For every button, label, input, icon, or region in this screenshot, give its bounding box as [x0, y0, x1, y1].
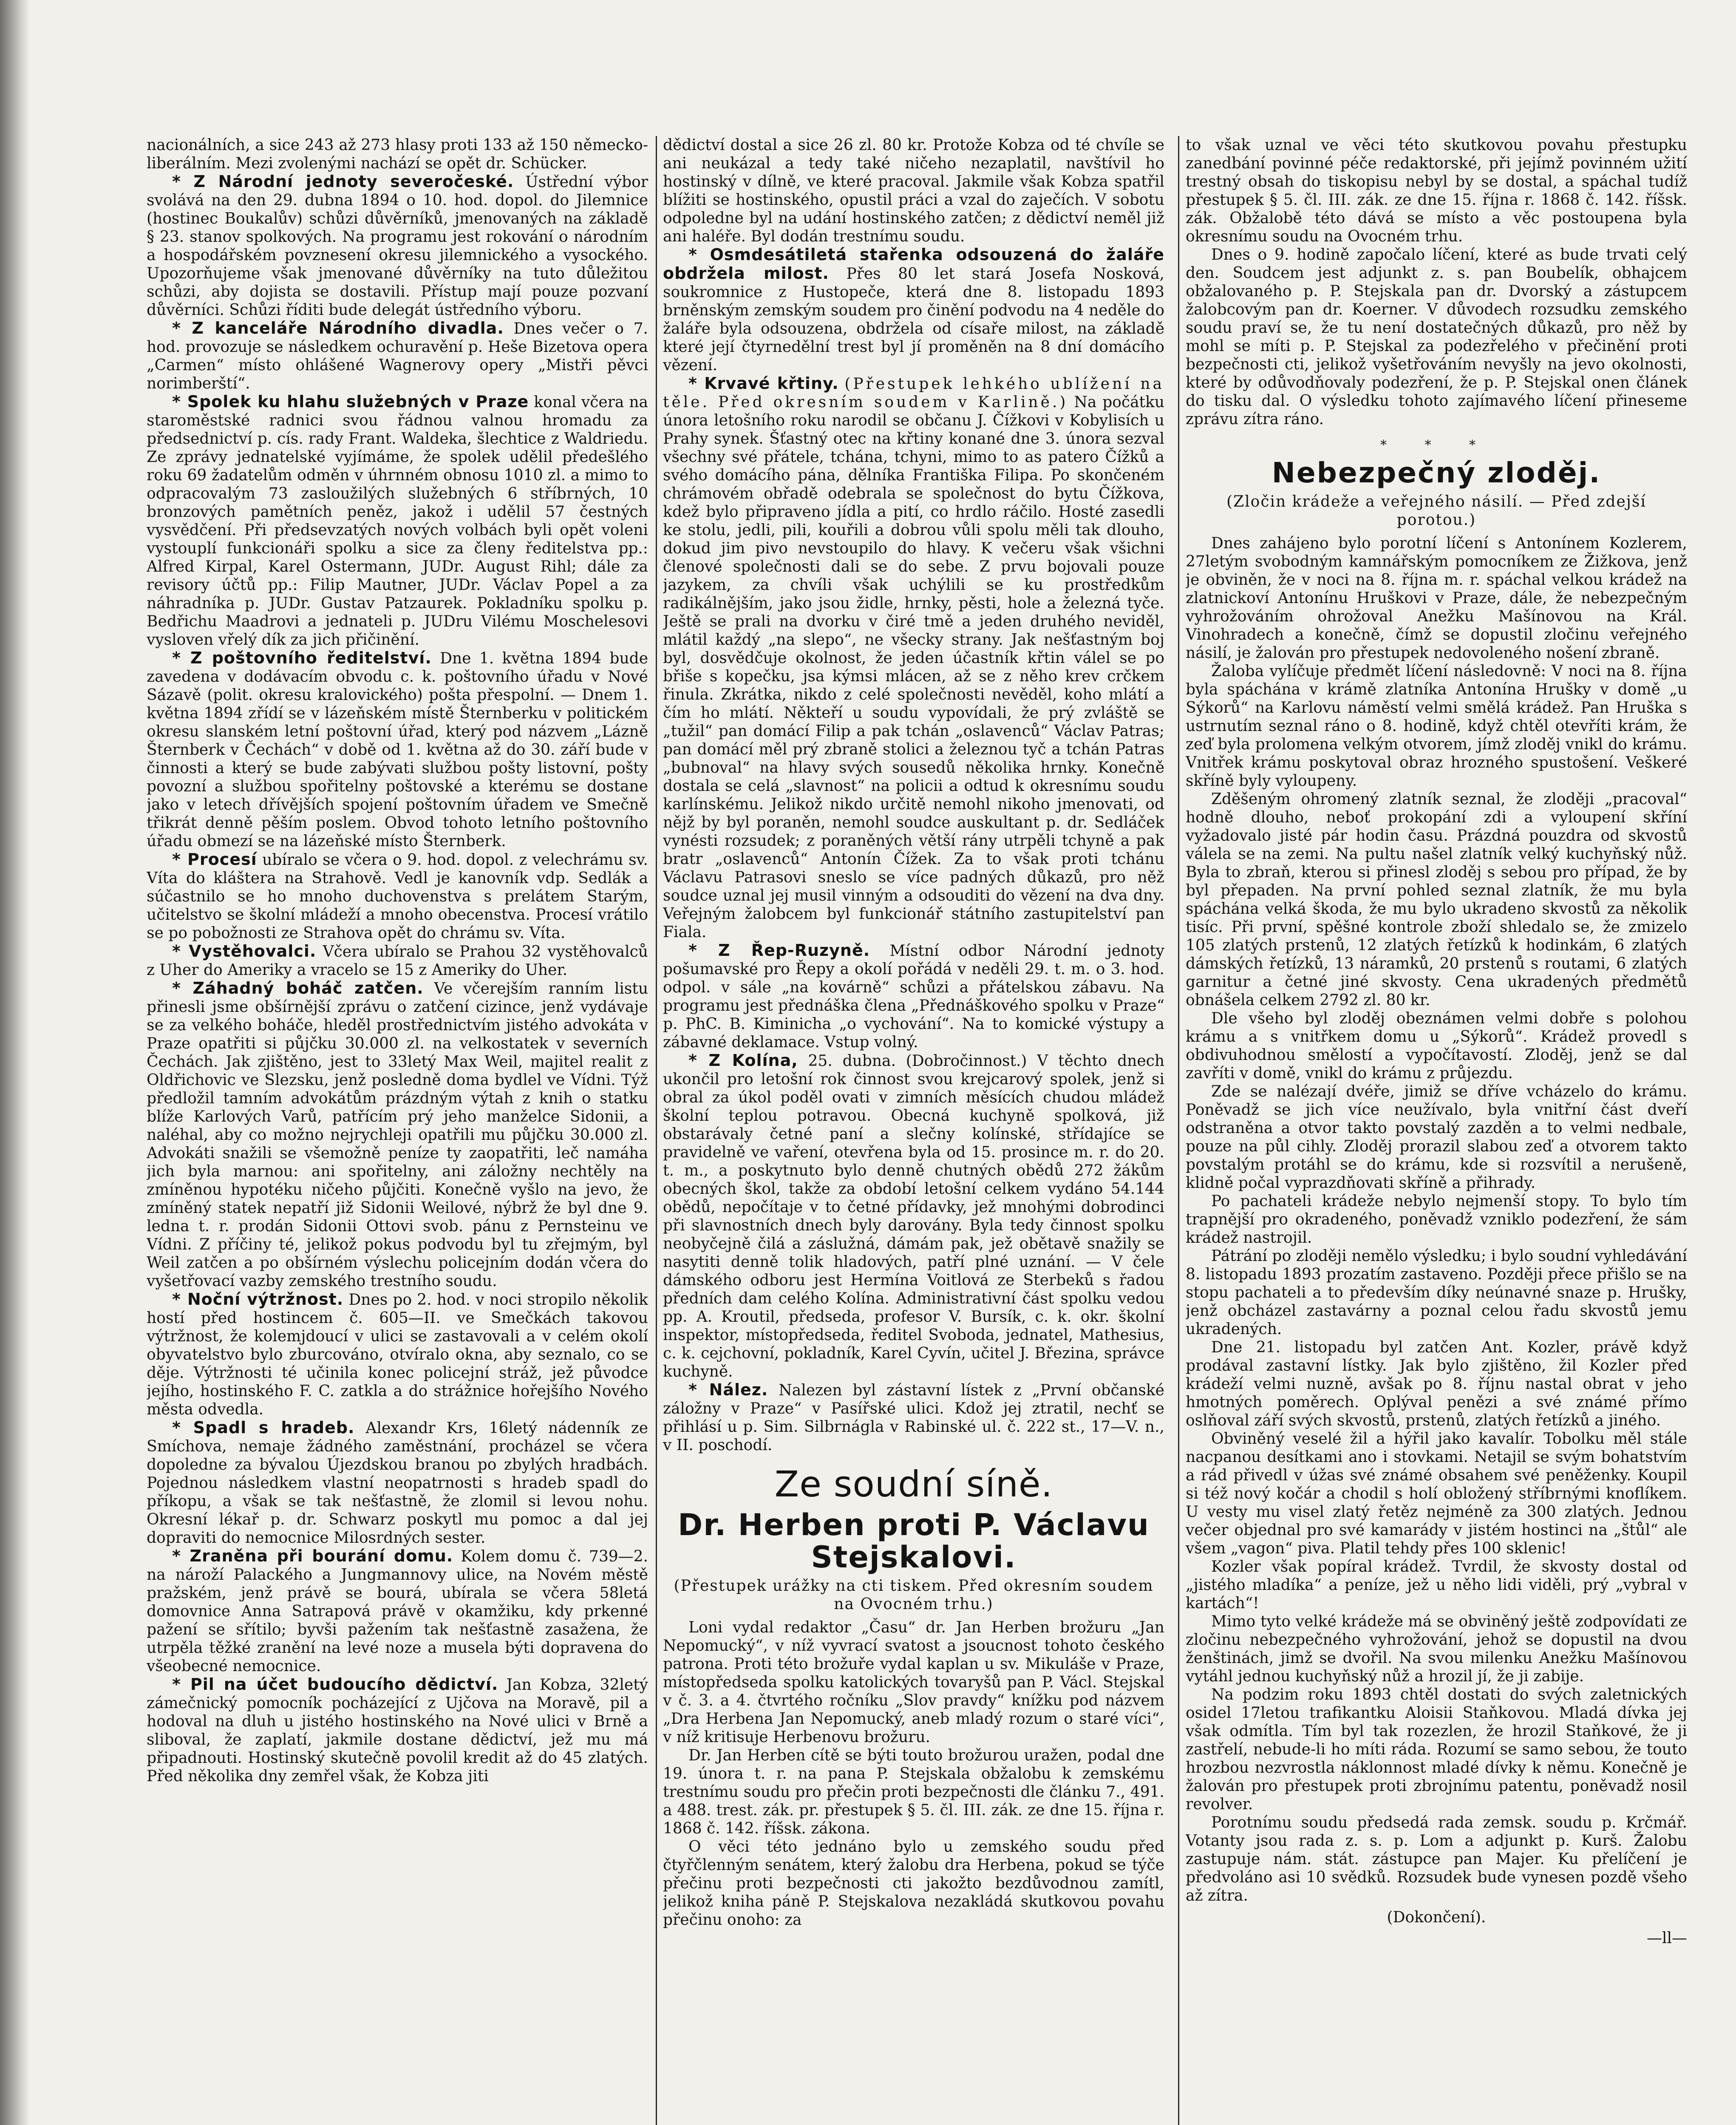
paragraph: Na podzim roku 1893 chtěl dostati do svých zaletnických osidel 17letou trafikantku Aloisii Staňkovou. Mladá dívka jej však odmítla. Tím byl tak rozezlen, že hrozil Staňkové, že ji zastřelí, nebude-li ho míti ráda. Rozumí se samo sebou, že touto hrozbou nezvrostla náklonnost mladé dívky k němu. Konečně je žalován pro přestupek proti zbrojnímu patentu, poněvadž nosil revolver. [1186, 1686, 1687, 1813]
news-item [147, 319, 648, 393]
paragraph: Po pachateli krádeže nebylo nejmenší stopy. To bylo tím trapnější pro okradeného, poněvadž vzniklo podezření, že sám krádež nastrojil. [1186, 1193, 1687, 1247]
news-headline: * Pil na účet budoucího dědictví. [172, 1675, 498, 1694]
news-body: Ve včerejším ranním listu přinesli jsme obšírnější zprávu o zatčení cizince, jenž vydávaje se za velkého boháče, hleděl prostřednictvím jistého advokáta v Praze opatřiti si půjčku 30.000 zl. na velkostatek v severních Čechách. Jak zjištěno, jest to 33letý Max Weil, majitel realit z Oldřichovic ve Slezsku, jenž posledně doma bydlel ve Vídni. Týž předložil tamním advokátům prázdným výtah z knih o statku blíže Karlových Varů, patřícím prý jeho manželce Sidonii, a naléhal, aby co možno nejrychleji opatřili mu půjčku 30.000 zl. Advokáti snažili se všemožně peníze ty zaopatřiti, leč namáha jich byla marnou: ani spořitelny, ani záložny nechtěly na zmíněnou hypotéku ničeho půjčiti. Konečně vyšlo na jevo, že zmíněný statek nepatří již Sidonii Weilové, nýbrž že byl dne 9. ledna t. r. prodán Sidonii Ottovi svob. pánu z Pernsteinu ve Vídni. Z příčiny té, jelikož pokus podvodu byl tu zřejmým, byl Weil zatčen a po obšírném výslechu policejním dodán včera do vyšetřovací vazby zemského trestního soudu. [147, 980, 648, 1290]
paragraph: Dr. Jan Herben cítě se býti touto brožurou uražen, podal dne 19. února t. r. na pana P. Stejskala obžalobu k zemskému trestnímu soudu pro přečin proti bezpečnosti dle článku 7., 491. a 488. trest. zák. pr. přestupek § 5. čl. III. zák. ze dne 15. října r. 1868 č. 142. říšsk. zákona. [663, 1747, 1164, 1837]
news-headline: * Nález. [688, 1380, 768, 1399]
news-item [147, 1419, 648, 1547]
news-body: Dnes večer o 7. hod. provozuje se následkem ochuravění p. Heše Bizetova opera „Carmen“ místo ohlášené Wagnerovy opery „Mistři pěvci norimberští“. [147, 320, 648, 392]
news-headline: * Spolek ku hlahu služebných v Praze [172, 392, 529, 411]
paragraph: Mimo tyto velké krádeže má se obviněný ještě zodpovídati ze zločinu nebezpečného vyhrožování, jehož se dopustil na dvou ženštinách, jimž se dvořil. Na svou milenku Anežku Mašínovou vytáhl jednou kuchyňský nůž a hrozil jí, že ji zabije. [1186, 1613, 1687, 1685]
news-headline: * Noční výtržnost. [172, 1290, 344, 1309]
news-headline: * Z Kolína, [688, 1051, 798, 1070]
news-item [147, 850, 648, 942]
author-signature: —ll— [1646, 1930, 1687, 1947]
column-rule [1178, 136, 1179, 2125]
paragraph: Dnes o 9. hodině započalo líčení, které as bude trvati celý den. Soudcem jest adjunkt z. s. pan Boubelík, obhajcem obžalovaného p. P. Stejskala pan dr. Dvorský a zástupcem žalobcovým pan dr. Koerner. V důvodech rozsudku zemského soudu praví se, že tu není dostatečných důkazů, pro něž by mohl se míti p. P. Stejskal za podezřelého v přečinění proti bezpečnosti cti, jelikož vyšetřováním nevyšly na jevo okolnosti, které by odůvodňovaly podezření, že p. P. Stejskal onen článek do tisku dal. O výsledku tohoto zajímavého líčení přineseme zprávu zítra ráno. [1186, 246, 1687, 428]
paragraph: Zděšeným ohromený zlatník seznal, že zloději „pracoval“ hodně dlouho, neboť prokopání zdi a vyloupení skříní vyžadovalo jisté pár hodin času. Prázdná pouzdra od skvostů válela se na zemi. Na pultu našel zlatník velký kuchyňský nůž. Byla to zbraň, kterou si přinesl zloděj s sebou pro případ, že by byl přepaden. Na první pohled seznal zlatník, že mu byla spáchána velká škoda, že mu bylo ukradeno skvostů za několik tisíc. Při první, spěšné kontrole zboží shledalo se, že zmizelo 105 zlatých prstenů, 12 zlatých řetízků k hodinkám, 6 zlatých dámských řetízků, 13 náramků, 20 prstenů s routami, 6 zlatých garnitur a četné jiné skvosty. Cena ukradených předmětů obnášela celkem 2792 zl. 80 kr. [1186, 790, 1687, 1009]
news-item [147, 173, 648, 319]
news-item [147, 942, 648, 979]
news-body: Dnes po 2. hod. v noci stropilo několik hostí před hostincem č. 605—II. ve Smečkách takovou výtržnost, že kolemjdoucí v ulici se zastavovali a v celém okolí obyvatelstvo bylo zburcováno, otvíralo okna, aby seznalo, co se děje. Výtržnosti té učinila konec policejní stráž, jež původce jejího, hostinského F. C. zatkla a do strážnice hořejšího Nového města odvedla. [147, 1291, 648, 1418]
news-item [147, 1547, 648, 1675]
paragraph: Pátrání po zloději nemělo výsledku; i bylo soudní vyhledávání 8. listopadu 1893 prozatím zastaveno. Později přece přišlo se na stopu pachateli a to především díky neúnavné snaze p. Hrušky, jenž obcházel zastavárny a poznal celou řadu skvostů jemu ukradených. [1186, 1247, 1687, 1338]
paragraph: Porotnímu soudu předsedá rada zemsk. soudu p. Krčmář. Votanty jsou rada z. s. p. Lom a adjunkt p. Kurš. Žalobu zastupuje nám. stát. zástupce pan Majer. Ku přelíčení je předvoláno asi 10 svědků. Rozsudek bude vynesen pozdě všeho až zítra. [1186, 1814, 1687, 1904]
news-headline: * Z Národní jednoty severočeské. [172, 172, 514, 191]
news-item [147, 393, 648, 649]
paragraph: Žaloba vylíčuje předmět líčení následovně: V noci na 8. října byla spáchána v krámě zlatníka Antonína Hrušky v domě „u Sýkorů“ na Karlovu náměstí velmi smělá krádež. Pan Hruška s ustrnutím seznal ráno o 8. hodině, když chtěl otevříti krám, že zeď byla prolomena velkým otvorem, jímž zloděj vnikl do krámu. Vnitřek krámu poskytoval obraz hrozného spustošení. Veškeré skříně byly vyloupeny. [1186, 663, 1687, 790]
news-item [663, 1051, 1164, 1381]
news-subheadline: (Přestupek lehkého ublížení na těle. Před okresním soudem v Karlině.) [663, 375, 1164, 411]
paragraph: Loni vydal redaktor „Času“ dr. Jan Herben brožuru „Jan Nepomucký“, v níž vyvrací svatost a jsoucnost tohoto českého patrona. Proti této brožuře vydal kaplan u sv. Mikuláše v Praze, místopředseda spolku katolických tovaryšů pan P. Václ. Stejskal v č. 3. a 4. čtvrtého ročníku „Slov pravdy“ knížku pod názvem „Dra Herbena Jan Nepomucký, aneb mladý rozum o staré víci“, v níž kritisuje Herbenovu brožuru. [663, 1619, 1164, 1746]
news-item [147, 1290, 648, 1419]
continuation-note: (Dokončení). [1387, 1909, 1486, 1926]
news-headline: * Z Řep-Ruzyně. [688, 941, 870, 960]
paragraph: O věci této jednáno bylo u zemského soudu před čtyřčlenným senátem, který žalobu dra Herbena, pokud se týče přečinu proti bezpečnosti cti jakožto bezdůvodnou zamítl, jelikož kniha páně P. Stejskalova nezakládá skutkovou povahu přečinu onoho: za [663, 1838, 1164, 1929]
article-subtitle: (Přestupek urážky na cti tiskem. Před okresním soudem na Ovocném trhu.) [674, 1577, 1154, 1613]
news-body: Alexandr Krs, 16letý nádenník ze Smíchova, nemaje žádného zaměstnání, procházel se včera dopoledne za bývalou Újezdskou branou po zbylých hradbách. Pojednou následkem vlastní neopatrnosti s hradeb spadl do příkopu, a však se tak nešťastně, že zlomil si levou nohu. Okresní lékař p. dr. Schwarz poskytl mu pomoc a dal jej dopraviti do nemocnice Milosrdných sester. [147, 1420, 648, 1547]
article-title: Dr. Herben proti P. Václavu Stejskalovi. [678, 1507, 1150, 1575]
news-body: Nalezen byl zástavní lístek z „První občanské záložny v Praze“ v Pasířské ulici. Kdož jej ztratil, nechť se přihlásí u p. Sim. Silbrnágla v Rabinské ul. č. 222 st., 17—V. n., v II. poschodí. [663, 1382, 1164, 1454]
news-headline: * Osmdesátiletá stařenka odsouzená do žaláře obdržela milost. [663, 245, 1164, 283]
paragraph: nacionálních, a sice 243 až 273 hlasy proti 133 až 150 německo-liberálním. Mezi zvolenými nachází se opět dr. Schücker. [147, 136, 648, 172]
paragraph: to však uznal ve věci této skutkovou povahu přestupku zanedbání povinné péče redaktorské, při jejímž povinném užití trestný obsah do tiskopisu nebyl by se dostal, a spáchal tudíž přestupek § 5. čl. III. zák. ze dne 15. října r. 1868 č. 142. říšsk. zák. Obžalobě této dává se místo a věc postoupena byla okresnímu soudu na Ovocném trhu. [1186, 136, 1687, 245]
news-headline: * Spadl s hradeb. [172, 1418, 355, 1437]
news-headline: * Z poštovního ředitelství. [172, 649, 432, 667]
news-body: Na počátku února letošního roku narodil se občanu J. Čížkovi v Kobylisích u Prahy synek. Šťastný otec na křtiny konané dne 3. února sezval všechny své přátele, tchána, tchyni, mimo to as patero Čížků a svého domácího pána, dělníka Františka Filipa. Po skončeném chrámovém obřadě odebrala se společnost do bytu Čížkova, kdež bylo připraveno jídla a pití, co hrdlo ráčilo. Hosté zasedli ke stolu, jedli, pili, kouřili a dobrou vůli spolu měli tak dlouho, dokud jim pivo nevstoupilo do hlavy. K večeru však všichni členové společnosti dali se do sebe. Z prvu bojovali pouze jazykem, za chvíli však uchýlili se ku prostředkům radikálnějším, jako jsou židle, hrnky, pěsti, hole a železná tyče. Ještě se prali na dvorku v čiré tmě a jeden druhého neviděl, mlátil každý „na slepo“, ne všecky strany. Jak nešťastným boj byl, dosvědčuje okolnost, že jeden účastník křtin válel se po břiše s kopečku, jsa kýmsi mlácen, až se z něho krev crčkem řinula. Zkrátka, nikdo z celé společnosti nevěděl, koho mlátí a čím ho mlátí. Někteří u soudu vypovídali, že prý zvláště se „tužil“ pan domácí Filip a pak tchán „oslavenců“ Václav Patras; pan domácí měl prý zbraně stolici a železnou tyč a tchán Patras „bubnoval“ na hlavy svých sousedů několika hrnky. Konečně dostala se celá „slavnost“ na policii a odtud k okresnímu soudu karlínskému. Jelikož nikdo určitě nemohl nikoho jmenovati, od nějž by byl poraněn, nemohl soudce auskultant p. dr. Sedláček vynésti rozsudek; z poraněných větší rány utrpěli tchyně a pak bratr „oslavenců“ Antonín Čížek. Za to však proti tchánu Václavu Patrasovi sneslo se více padných důkazů, pro něž soudce uznal jej musil vinným a odsouditi do vězení na dva dny. Veřejným žalobcem byl funkcionář státního zastupitelství pan Fiala. [663, 394, 1164, 941]
column-3 [1186, 136, 1687, 2125]
news-item [663, 941, 1164, 1051]
news-body: Jan Kobza, 32letý zámečnický pomocník pocházející z Ujčova na Moravě, pil a hodoval na dluh u jistého hostinského na Nové ulici v Brně a sliboval, že zaplatí, jakmile dostane dědictví, jež mu má připadnouti. Hostinský skutečně povolil kredit až do 45 zlatých. Před několika dny zemřel však, že Kobza jiti [147, 1676, 648, 1785]
news-headline: * Vystěhovalci. [172, 942, 317, 960]
news-headline: * Záhadný boháč zatčen. [172, 979, 424, 997]
column-rule [656, 136, 657, 2125]
news-item [147, 1675, 648, 1785]
column-2 [663, 136, 1164, 2125]
section-divider-stars: * * * [1380, 438, 1493, 453]
news-item [663, 246, 1164, 374]
article-subtitle: (Zločin krádeže a veřejného násilí. — Před zdejší porotou.) [1226, 493, 1646, 529]
paragraph: Dnes zahájeno bylo porotní líčení s Antonínem Kozlerem, 27letým svobodným kamnářským pomocníkem ze Žižkova, jenž je obviněn, že v noci na 8. října m. r. spáchal velkou krádež na zlatnickoví Antonínu Hruškovi v Praze, dále, že nebezpečným vyhrožováním ohrožoval Anežku Mašínovou na Král. Vinohradech a konečně, čímž se dopustil zločinu veřejného násilí, je žalován pro přestupek nedovoleného nošení zbraně. [1186, 535, 1687, 662]
column-1 [147, 136, 648, 2125]
news-body: Dne 1. května 1894 bude zavedena v dodávacím obvodu c. k. poštovního úřadu v Nové Sázavě (polit. okresu kralovického) pošta přespolní. — Dnem 1. května 1894 zřídí se v lázeňském místě Šternberku v politickém okresu slanském letní poštovní úřad, který pod názvem „Lázně Šternberk v Čechách“ v době od 1. května až do 30. září bude v činnosti a který se bude zabývati službou pošty listovní, pošty povozní a službou spořitelny poštovské a kterému se dostane jako v letech dřívějších spojení poštovním úřadem ve Smečně třikrát denně pěším poslem. Obvod tohoto letního poštovního úřadu obmezí se na lázeňské místo Šternberk. [147, 650, 648, 850]
news-headline: * Z kanceláře Národního divadla. [172, 319, 504, 337]
news-body: 25. dubna. (Dobročinnost.) V těchto dnech ukončil pro letošní rok činnost svou krejcarový spolek, jenž si obral za úkol poděl ovati v zimních měsících chudou mládež školní teplou potravou. Obecná kuchyně spolková, již obstarávaly četné paní a slečny kolínské, střídajíce se pravidelně ve vaření, otevřena byla od 15. prosince m. r. do 20. t. m., a poskytnuto bylo denně chutných obědů 272 žákům obecných škol, takže za období letošní celkem vydáno 54.144 obědů, nepočítaje v to četné přídavky, jež mnohými dobrodinci při slavnostních dnech byly darovány. Byla tedy činnost spolku neobyčejně čilá a záslužná, dámám pak, jež obětavě snažily se nasytiti denně tolik hladových, patří plné uznání. — V čele dámského odboru jest Hermína Voitlová ze Sterbeků s řadou předních dam celého Kolína. Administrativní část spolku vedou pp. A. Kroutil, předseda, profesor V. Bursík, c. k. okr. školní inspektor, místopředseda, ředitel Svoboda, jednatel, Mathesius, c. k. cejchovní, pokladník, Karel Cyvín, učitel J. Březina, správce kuchyně. [663, 1052, 1164, 1380]
section-title: Ze soudní síně. [774, 1463, 1053, 1505]
paragraph: dědictví dostal a sice 26 zl. 80 kr. Protože Kobza od té chvíle se ani neukázal a tedy také ničeho nezaplatil, navštívil ho hostinský v dílně, ve které pracoval. Jakmile však Kobza spatřil blížiti se hostinského, opustil práci a vzal do zaječích. V sobotu odpoledne byl na udání hostinského zatčen; z dědictví neměl již ani haléře. Byl dodán trestnímu soudu. [663, 136, 1164, 245]
news-body: konal včera na staroměstské radnici svou řádnou valnou hromadu za předsednictví p. cís. rady Frant. Waldeka, šlechtice z Waldriedu. Ze zprávy jednatelské vyjímáme, že spolek udělil předešlého roku 69 žadatelům odměn v úhrnném obnosu 1010 zl. a mimo to odpracovalým 73 zasloužilých služebných 6 stříbrných, 10 bronzových pamětních peněz, jakož i udělil 57 čestných vysvědčení. Při předsevzatých nových volbách byli opět voleni vystouplí funkcionáři spolku a sice za členy ředitelstva pp.: Alfred Kirpal, Karel Ostermann, JUDr. August Rihl; dále za revisory účtů pp.: Filip Mautner, JUDr. Václav Popel a za náhradníka p. JUDr. Gustav Patzaurek. Pokladníku spolku p. Bedřichu Maadrovi a jednateli p. JUDru Vilému Moschelesovi vysloven vřelý dík za jich přičinění. [147, 394, 648, 649]
news-item [147, 979, 648, 1290]
paragraph: Zde se nalézají dvéře, jimiž se dříve vcházelo do krámu. Poněvadž se jich více neužívalo, byla vnitřní část dveří odstraněna a otvor takto povstalý zazděn a to velmi nedbale, pouze na půl cihly. Zloděj prorazil slabou zeď a otvorem takto povstalým protáhl se do krámu, kde si rozsvítil a nerušeně, klidně počal vyprazdňovati skříně a přihrady. [1186, 1083, 1687, 1192]
news-body: Přes 80 let stará Josefa Nosková, soukromnice z Hustopeče, která dne 8. listopadu 1893 brněnským zemským soudem pro činění podvodu na 4 neděle do žaláře byla odsouzena, obdržela od císaře milost, na základě které její čtyrnedělní trest byl jí proměněn na 8 dní domácího vězení. [663, 265, 1164, 374]
news-item [147, 649, 648, 850]
news-body: Kolem domu č. 739—2. na nároží Palackého a Jungmannovy ulice, na Novém městě pražském, jenž právě se bourá, ubírala se včera 58letá domovnice Anna Satrapová právě v okamžiku, kdy prkenné pažení se sřítilo; byvši pažením tak nešťastně zasažena, že utrpěla těžké zranění na levé noze a musela býti dopravena do všeobecné nemocnice. [147, 1548, 648, 1675]
paragraph: Obviněný veselé žil a hýřil jako kavalír. Tobolku měl stále nacpanou desítkami ano i stovkami. Netajil se svým bohatstvím a rád přivedl v úžas své známé obsahem své peněženky. Koupil si též nový kočár a chodil s holí obložený stříbrnými knoflíkem. U vesty mu visel zlatý řetěz nejméně za 300 zlatých. Jednou večer objednal pro své kamarády v jistém hostinci na „štůl“ ale všem „vagon“ piva. Platil tehdy přes 100 sklenic! [1186, 1430, 1687, 1557]
news-item [663, 1381, 1164, 1454]
news-body: Místní odbor Národní jednoty pošumavské pro Řepy a okolí pořádá v neděli 29. t. m. o 3. hod. odpol. v sále „na kovárně“ schůzi a přátelskou zábavu. Na programu jest přednáška člena „Přednáškového spolku v Praze“ p. PhC. B. Kiminicha „o vychování“. Na to komické výstupy a zábavné deklamace. Vstup volný. [663, 942, 1164, 1051]
article-title: Nebezpečný zloděj. [1272, 456, 1601, 489]
news-item [663, 374, 1164, 941]
news-headline: * Zraněna při bourání domu. [172, 1547, 453, 1565]
paragraph: Dle všeho byl zloděj obeznámen velmi dobře s polohou krámu a s vnitřkem domu u „Sýkorů“. Krádež provedl s obdivuhodnou smělostí a vypočítavostí. Zloděj, jenž se dal zavříti v domě, vnikl do krámu z průjezdu. [1186, 1010, 1687, 1082]
page-edge-shadow [0, 0, 30, 2125]
news-headline: * Krvavé křtiny. [688, 374, 839, 393]
news-headline: * Procesí [172, 850, 257, 869]
news-body: Včera ubíralo se Prahou 32 vystěhovalců z Uher do Ameriky a vracelo se 15 z Ameriky do Uher. [147, 943, 648, 979]
paragraph: Dne 21. listopadu byl zatčen Ant. Kozler, právě když prodával zastavní lístky. Jak bylo zjištěno, žil Kozler před krádeží velmi nuzně, avšak po 8. říjnu nastal obrat v jeho hmotných poměrech. Oplýval penězi a své známé přímo oslňoval září svých skvostů, prstenů, zlatých řetízků a jiného. [1186, 1339, 1687, 1429]
paragraph: Kozler však popíral krádež. Tvrdil, že skvosty dostal od „jistého mladíka“ a peníze, jež u něho lidi viděli, prý „vybral v kartách“! [1186, 1558, 1687, 1612]
news-body: Ústřední výbor svolává na den 29. dubna 1894 o 10. hod. dopol. do Jilemnice (hostinec Boukalův) schůzi důvěrníků, jmenovaných na základě § 23. stanov spolkových. Na programu jest rokování o národním a hospodářském povznesení okresu jilemnického a vysockého. Upozorňujeme však jmenované důvěrníky na tuto důležitou schůzi, aby dojista se dostavili. Přístup mají pouze pozvaní důvěrníci. Schůzi říditi bude delegát ústředního výboru. [147, 173, 648, 319]
news-body: ubíralo se včera o 9. hod. dopol. z velechrámu sv. Víta do kláštera na Strahově. Vedl je kanovník vdp. Sedlák a súčastnilo se ho mnoho duchovenstva s prelátem Starým, učitelstvo se školní mládeží a mnoho obecenstva. Procesí vrátilo se po pobožnosti ze Strahova opět do chrámu sv. Víta. [147, 851, 648, 942]
